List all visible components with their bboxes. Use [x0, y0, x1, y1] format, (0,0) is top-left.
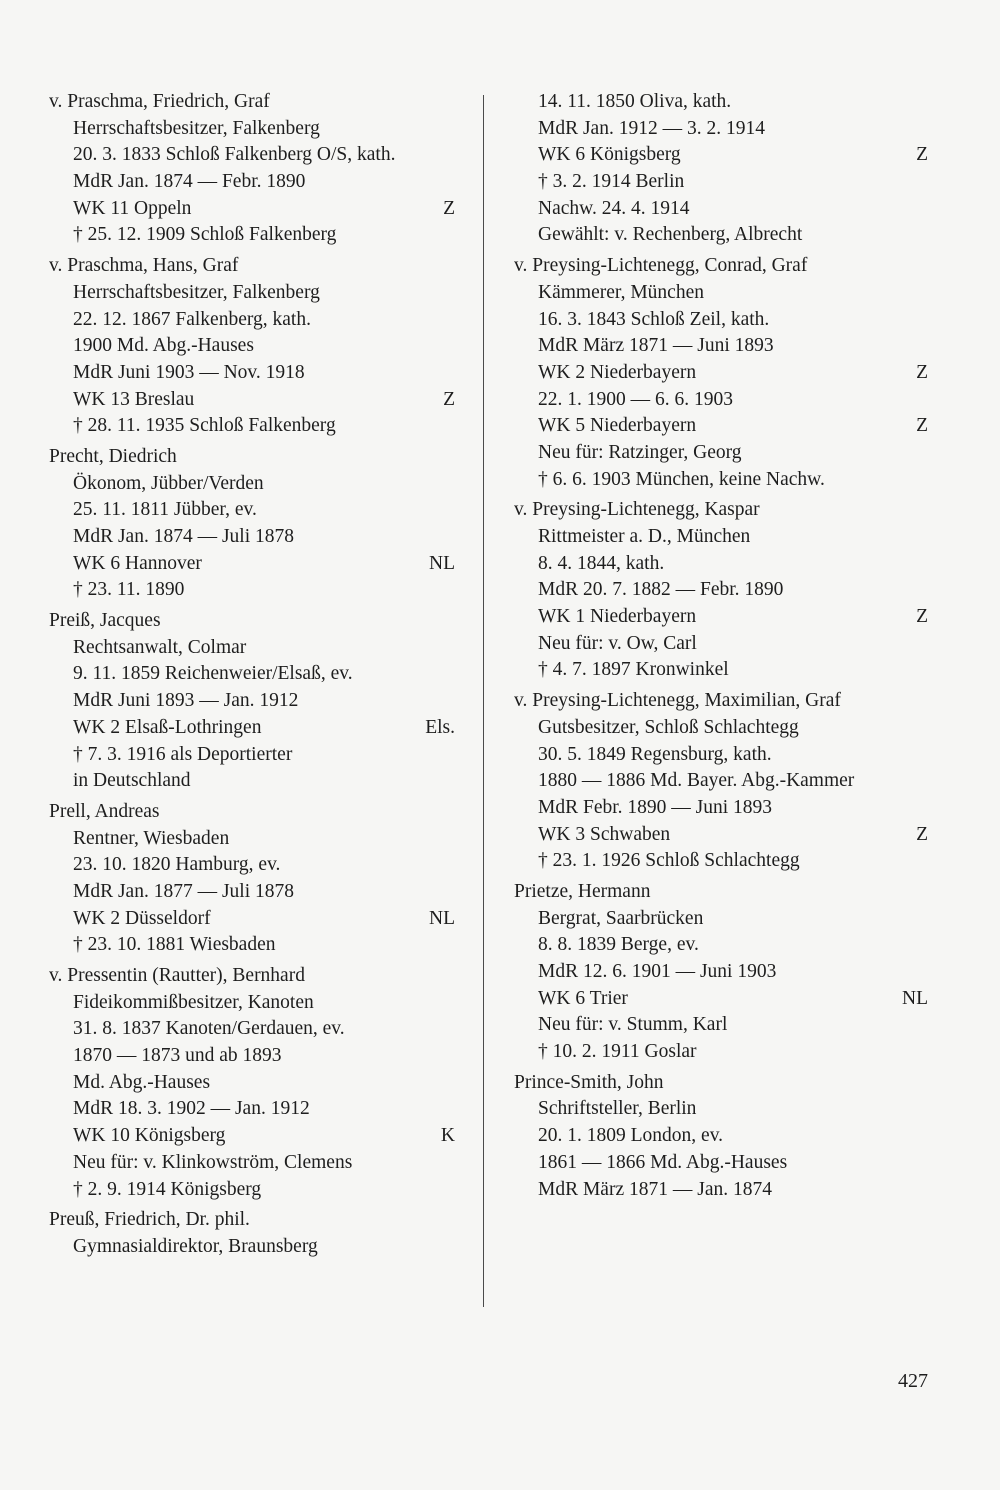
- entry-detail-line: [49, 387, 455, 414]
- entry-detail-line: [514, 1012, 928, 1039]
- line-text: Rechtsanwalt, Colmar: [73, 636, 247, 658]
- entry-detail-line: [49, 196, 455, 223]
- line-text: MdR 12. 6. 1901 — Juni 1903: [538, 961, 777, 982]
- entry-detail-line: [49, 826, 455, 853]
- biography-entry: [49, 89, 455, 249]
- entry-detail-line: [514, 768, 928, 795]
- line-text: WK 11 Oppeln: [73, 197, 192, 219]
- line-text: v. Preysing-Lichtenegg, Conrad, Graf: [514, 255, 808, 277]
- entry-detail-line: [514, 604, 928, 631]
- entry-name: [514, 253, 928, 280]
- line-text: Preiß, Jacques: [49, 610, 161, 632]
- entry-detail-line: [49, 1096, 455, 1123]
- line-text: MdR März 1871 — Jan. 1874: [538, 1178, 772, 1200]
- entry-detail-line: [514, 413, 928, 440]
- entry-detail-line: [49, 577, 455, 604]
- entry-detail-line: [49, 1150, 455, 1177]
- line-text: MdR Febr. 1890 — Juni 1893: [538, 796, 773, 818]
- line-text: WK 2 Niederbayern: [538, 361, 697, 383]
- party-label: Els.: [425, 716, 455, 738]
- line-text: Fideikommißbesitzer, Kanoten: [73, 991, 314, 1013]
- entry-detail-line: [49, 1123, 455, 1150]
- entry-detail-line: [514, 906, 928, 933]
- entry-detail-line: [514, 387, 928, 414]
- entry-detail-line: [49, 906, 455, 933]
- entry-detail-line: [514, 742, 928, 769]
- line-text: Gymnasialdirektor, Braunsberg: [73, 1235, 318, 1257]
- line-text: Nachw. 24. 4. 1914: [538, 197, 690, 219]
- party-label: Z: [916, 361, 928, 383]
- line-text: v. Preysing-Lichtenegg, Kaspar: [514, 499, 760, 521]
- entry-detail-line: [49, 742, 455, 769]
- party-label: Z: [443, 388, 455, 410]
- entry-detail-line: [49, 169, 455, 196]
- line-text: 22. 12. 1867 Falkenberg, kath.: [73, 308, 311, 330]
- line-text: Rittmeister a. D., München: [538, 526, 751, 547]
- entry-detail-line: [514, 524, 928, 551]
- party-label: K: [440, 1125, 455, 1147]
- party-label: Z: [916, 606, 928, 628]
- line-text: MdR 18. 3. 1902 — Jan. 1912: [73, 1098, 310, 1120]
- party-label: Z: [443, 197, 455, 219]
- line-text: WK 2 Elsaß-Lothringen: [73, 716, 262, 738]
- entry-detail-line: [49, 551, 455, 578]
- entry-detail-line: [514, 333, 928, 360]
- line-text: 30. 5. 1849 Regensburg, kath.: [538, 743, 772, 765]
- biography-entry: [49, 253, 455, 440]
- entry-name: [49, 963, 455, 990]
- party-label: NL: [902, 987, 928, 1009]
- entry-name: [514, 1070, 928, 1097]
- entry-name: [514, 497, 928, 524]
- entry-detail-line: [49, 307, 455, 334]
- line-text: 14. 11. 1850 Oliva, kath.: [538, 91, 732, 112]
- line-text: WK 2 Düsseldorf: [73, 907, 211, 929]
- entry-detail-line: [49, 471, 455, 498]
- entry-detail-line: [514, 307, 928, 334]
- entry-detail-line: [514, 169, 928, 196]
- entry-detail-line: [49, 222, 455, 249]
- line-text: † 25. 12. 1909 Schloß Falkenberg: [73, 224, 337, 246]
- entry-detail-line: [514, 577, 928, 604]
- line-text: 23. 10. 1820 Hamburg, ev.: [73, 854, 281, 876]
- entry-name: [49, 253, 455, 280]
- line-text: Ökonom, Jübber/Verden: [73, 472, 264, 494]
- line-text: 8. 8. 1839 Berge, ev.: [538, 934, 699, 956]
- biography-entry: [49, 444, 455, 604]
- biography-entry: [49, 1207, 455, 1260]
- line-text: Herrschaftsbesitzer, Falkenberg: [73, 117, 320, 139]
- line-text: † 23. 10. 1881 Wiesbaden: [73, 934, 276, 956]
- line-text: WK 6 Trier: [538, 987, 628, 1009]
- line-text: † 2. 9. 1914 Königsberg: [73, 1178, 262, 1200]
- biography-entry: [514, 497, 928, 684]
- entry-detail-line: [514, 986, 928, 1013]
- entry-name: [49, 89, 455, 116]
- line-text: MdR Juni 1903 — Nov. 1918: [73, 361, 305, 383]
- line-text: WK 6 Hannover: [73, 552, 202, 574]
- entry-detail-line: [49, 661, 455, 688]
- line-text: Schriftsteller, Berlin: [538, 1098, 697, 1120]
- entry-name: [49, 608, 455, 635]
- line-text: 20. 1. 1809 London, ev.: [538, 1125, 724, 1147]
- line-text: Gewählt: v. Rechenberg, Albrecht: [538, 224, 803, 246]
- entry-detail-line: [514, 959, 928, 986]
- entry-detail-line: [514, 467, 928, 494]
- entry-detail-line: [514, 116, 928, 143]
- biography-entry: [49, 799, 455, 959]
- entry-detail-line: [514, 196, 928, 223]
- line-text: Md. Abg.-Hauses: [73, 1071, 211, 1093]
- entry-detail-line: [49, 879, 455, 906]
- entry-detail-line: [49, 1177, 455, 1204]
- entry-detail-line: [514, 1096, 928, 1123]
- entry-detail-line: [49, 852, 455, 879]
- line-text: Prince-Smith, John: [514, 1071, 664, 1093]
- biography-entry: [49, 963, 455, 1203]
- entry-detail-line: [514, 142, 928, 169]
- entry-detail-line: [49, 768, 455, 795]
- line-text: 1861 — 1866 Md. Abg.-Hauses: [538, 1151, 788, 1173]
- line-text: WK 5 Niederbayern: [538, 415, 697, 437]
- line-text: MdR März 1871 — Juni 1893: [538, 335, 774, 357]
- line-text: MdR Juni 1893 — Jan. 1912: [73, 690, 299, 712]
- entry-detail-line: [514, 1177, 928, 1204]
- entry-name: [49, 1207, 455, 1234]
- entry-detail-line: [514, 848, 928, 875]
- line-text: WK 6 Königsberg: [538, 144, 681, 166]
- line-text: Neu für: v. Stumm, Karl: [538, 1014, 728, 1036]
- entry-detail-line: [49, 1016, 455, 1043]
- line-text: Kämmerer, München: [538, 281, 704, 303]
- line-text: 25. 11. 1811 Jübber, ev.: [73, 499, 257, 521]
- line-text: WK 13 Breslau: [73, 388, 195, 410]
- line-text: WK 10 Königsberg: [73, 1125, 226, 1147]
- entry-detail-line: [49, 360, 455, 387]
- left-column: [49, 89, 455, 1261]
- line-text: in Deutschland: [73, 770, 191, 792]
- biography-entry: [514, 688, 928, 875]
- line-text: MdR Jan. 1874 — Juli 1878: [73, 526, 295, 547]
- entry-detail-line: [514, 932, 928, 959]
- entry-detail-line: [514, 715, 928, 742]
- entry-detail-line: [49, 1070, 455, 1097]
- line-text: MdR Jan. 1874 — Febr. 1890: [73, 171, 306, 193]
- entry-detail-line: [514, 1039, 928, 1066]
- entry-detail-line: [49, 333, 455, 360]
- line-text: 1900 Md. Abg.-Hauses: [73, 335, 254, 357]
- party-label: Z: [916, 144, 928, 166]
- line-text: v. Praschma, Friedrich, Graf: [49, 91, 270, 112]
- line-text: Bergrat, Saarbrücken: [538, 907, 704, 929]
- column-divider: [483, 95, 484, 1307]
- right-column: [514, 89, 928, 1203]
- biography-entry: [49, 608, 455, 795]
- biography-entry: [514, 253, 928, 493]
- line-text: 1870 — 1873 und ab 1893: [73, 1045, 282, 1067]
- entry-detail-line: [514, 440, 928, 467]
- line-text: Neu für: Ratzinger, Georg: [538, 441, 742, 463]
- line-text: Prietze, Hermann: [514, 880, 651, 902]
- line-text: Precht, Diedrich: [49, 445, 177, 467]
- entry-detail-line: [49, 1043, 455, 1070]
- entry-name: [514, 688, 928, 715]
- entry-name: [49, 799, 455, 826]
- line-text: v. Praschma, Hans, Graf: [49, 255, 239, 277]
- line-text: v. Preysing-Lichtenegg, Maximilian, Graf: [514, 690, 841, 712]
- entry-detail-line: [514, 280, 928, 307]
- line-text: 20. 3. 1833 Schloß Falkenberg O/S, kath.: [73, 144, 396, 166]
- biography-entry: [514, 1070, 928, 1203]
- entry-detail-line: [514, 795, 928, 822]
- party-label: Z: [916, 823, 928, 845]
- line-text: † 28. 11. 1935 Schloß Falkenberg: [73, 415, 336, 437]
- line-text: Preuß, Friedrich, Dr. phil.: [49, 1209, 250, 1231]
- line-text: 22. 1. 1900 — 6. 6. 1903: [538, 388, 733, 410]
- party-label: NL: [429, 907, 455, 929]
- line-text: 16. 3. 1843 Schloß Zeil, kath.: [538, 308, 770, 330]
- line-text: 8. 4. 1844, kath.: [538, 552, 665, 574]
- entry-detail-line: [49, 715, 455, 742]
- line-text: Gutsbesitzer, Schloß Schlachtegg: [538, 716, 799, 738]
- line-text: † 6. 6. 1903 München, keine Nachw.: [538, 468, 825, 490]
- entry-detail-line: [49, 497, 455, 524]
- entry-detail-line: [49, 688, 455, 715]
- biography-entry: [514, 89, 928, 249]
- line-text: † 23. 1. 1926 Schloß Schlachtegg: [538, 850, 800, 872]
- line-text: † 7. 3. 1916 als Deportierter: [73, 743, 293, 765]
- entry-detail-line: [514, 1150, 928, 1177]
- line-text: Herrschaftsbesitzer, Falkenberg: [73, 281, 320, 303]
- entry-detail-line: [49, 932, 455, 959]
- line-text: † 3. 2. 1914 Berlin: [538, 171, 685, 193]
- entry-detail-line: [49, 635, 455, 662]
- line-text: v. Pressentin (Rautter), Bernhard: [49, 965, 305, 986]
- line-text: WK 1 Niederbayern: [538, 606, 697, 628]
- entry-detail-line: [49, 116, 455, 143]
- entry-detail-line: [514, 822, 928, 849]
- entry-detail-line: [49, 1234, 455, 1261]
- entry-detail-line: [49, 990, 455, 1017]
- entry-detail-line: [514, 222, 928, 249]
- line-text: MdR Jan. 1912 — 3. 2. 1914: [538, 117, 765, 139]
- line-text: 1880 — 1886 Md. Bayer. Abg.-Kammer: [538, 770, 855, 792]
- entry-detail-line: [514, 1123, 928, 1150]
- party-label: Z: [916, 415, 928, 437]
- entry-detail-line: [514, 657, 928, 684]
- entry-detail-line: [514, 551, 928, 578]
- line-text: † 23. 11. 1890: [73, 579, 185, 601]
- entry-detail-line: [49, 280, 455, 307]
- line-text: MdR 20. 7. 1882 — Febr. 1890: [538, 579, 784, 601]
- entry-detail-line: [514, 631, 928, 658]
- line-text: WK 3 Schwaben: [538, 823, 671, 845]
- entry-detail-line: [514, 360, 928, 387]
- party-label: NL: [429, 552, 455, 574]
- line-text: Neu für: v. Ow, Carl: [538, 632, 697, 654]
- line-text: Prell, Andreas: [49, 800, 160, 822]
- line-text: Rentner, Wiesbaden: [73, 827, 230, 849]
- entry-name: [49, 444, 455, 471]
- line-text: † 4. 7. 1897 Kronwinkel: [538, 659, 729, 681]
- entry-detail-line: [514, 89, 928, 116]
- entry-detail-line: [49, 524, 455, 551]
- entry-name: [514, 879, 928, 906]
- entry-detail-line: [49, 413, 455, 440]
- line-text: Neu für: v. Klinkowström, Clemens: [73, 1151, 353, 1173]
- page-number: 427: [898, 1370, 928, 1392]
- line-text: 9. 11. 1859 Reichenweier/Elsaß, ev.: [73, 663, 353, 685]
- line-text: 31. 8. 1837 Kanoten/Gerdauen, ev.: [73, 1018, 345, 1040]
- entry-detail-line: [49, 142, 455, 169]
- biography-entry: [514, 879, 928, 1066]
- line-text: MdR Jan. 1877 — Juli 1878: [73, 880, 295, 902]
- line-text: † 10. 2. 1911 Goslar: [538, 1041, 697, 1063]
